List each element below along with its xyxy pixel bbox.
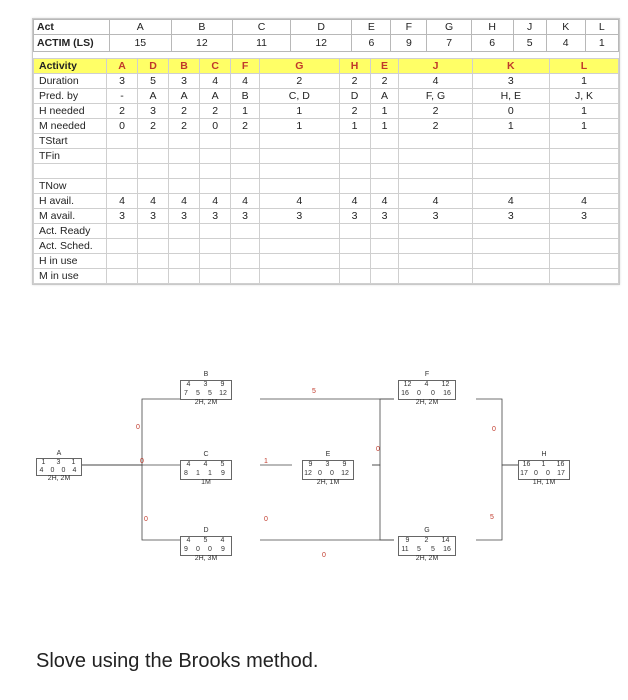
row-label: M needed <box>34 119 107 134</box>
table-cell[interactable] <box>472 224 549 239</box>
table-cell[interactable] <box>549 179 618 194</box>
network-diagram <box>32 354 592 580</box>
table-cell[interactable] <box>549 239 618 254</box>
table-cell[interactable] <box>169 254 200 269</box>
actim-cell: 12 <box>171 35 233 52</box>
table-cell[interactable]: 3 <box>370 209 399 224</box>
table-cell[interactable] <box>549 149 618 164</box>
table-cell[interactable]: 4 <box>231 194 260 209</box>
table-cell[interactable] <box>107 239 138 254</box>
actim-table <box>33 19 619 52</box>
table-cell[interactable] <box>370 164 399 179</box>
spreadsheet <box>32 18 620 285</box>
table-cell[interactable] <box>169 164 200 179</box>
table-cell[interactable] <box>399 149 472 164</box>
table-cell[interactable]: 2 <box>339 74 370 89</box>
table-cell[interactable] <box>339 224 370 239</box>
table-cell[interactable]: 2 <box>231 119 260 134</box>
table-row <box>34 104 619 119</box>
actim-label: ACTIM (LS) <box>34 35 110 52</box>
table-cell[interactable]: 4 <box>399 74 472 89</box>
act-cell: K <box>546 20 585 35</box>
row-label: Duration <box>34 74 107 89</box>
table-cell[interactable] <box>339 269 370 284</box>
activity-header-cell: F <box>231 59 260 74</box>
actim-cell: 15 <box>110 35 172 52</box>
table-cell[interactable]: 2 <box>107 104 138 119</box>
table-cell[interactable]: 3 <box>169 74 200 89</box>
table-cell[interactable] <box>339 239 370 254</box>
table-cell[interactable] <box>200 179 231 194</box>
table-cell[interactable]: 4 <box>549 194 618 209</box>
lag-label: 5 <box>312 388 316 395</box>
table-cell[interactable] <box>231 239 260 254</box>
table-cell[interactable]: 2 <box>370 74 399 89</box>
table-cell[interactable] <box>107 254 138 269</box>
table-cell[interactable]: A <box>200 89 231 104</box>
activity-header-cell: H <box>339 59 370 74</box>
table-cell[interactable] <box>107 134 138 149</box>
row-label <box>34 164 107 179</box>
table-cell[interactable] <box>549 164 618 179</box>
table-cell[interactable] <box>260 224 339 239</box>
table-cell[interactable] <box>200 269 231 284</box>
table-cell[interactable]: 1 <box>549 104 618 119</box>
table-cell[interactable] <box>370 239 399 254</box>
lag-label: 0 <box>376 446 380 453</box>
table-cell[interactable]: 5 <box>138 74 169 89</box>
table-cell[interactable] <box>200 164 231 179</box>
table-cell[interactable]: 4 <box>231 74 260 89</box>
table-cell[interactable]: 4 <box>200 74 231 89</box>
row-label: Act. Sched. <box>34 239 107 254</box>
table-cell[interactable] <box>169 224 200 239</box>
table-cell[interactable]: 3 <box>169 209 200 224</box>
table-cell[interactable] <box>107 179 138 194</box>
table-cell[interactable]: A <box>169 89 200 104</box>
table-cell[interactable] <box>399 134 472 149</box>
table-cell[interactable] <box>399 224 472 239</box>
row-label: M avail. <box>34 209 107 224</box>
table-cell[interactable]: 0 <box>472 104 549 119</box>
activity-header-cell: B <box>169 59 200 74</box>
table-cell[interactable]: 3 <box>399 209 472 224</box>
table-cell[interactable]: 2 <box>200 104 231 119</box>
table-cell[interactable] <box>200 254 231 269</box>
table-cell[interactable] <box>231 254 260 269</box>
table-cell[interactable]: 3 <box>339 209 370 224</box>
table-cell[interactable]: 1 <box>339 119 370 134</box>
lag-label: 5 <box>490 514 494 521</box>
table-cell[interactable] <box>370 134 399 149</box>
table-cell[interactable]: 4 <box>260 194 339 209</box>
node-B-id: B <box>203 370 209 378</box>
table-cell[interactable] <box>200 134 231 149</box>
activity-header-cell: C <box>200 59 231 74</box>
actim-cell: 9 <box>391 35 427 52</box>
act-cell: G <box>427 20 472 35</box>
table-row <box>34 239 619 254</box>
table-cell[interactable] <box>169 239 200 254</box>
row-label: H avail. <box>34 194 107 209</box>
lag-label: 0 <box>136 424 140 431</box>
actim-cell: 6 <box>352 35 391 52</box>
table-cell[interactable] <box>549 224 618 239</box>
table-cell[interactable] <box>169 149 200 164</box>
table-cell[interactable]: 1 <box>370 104 399 119</box>
table-cell[interactable] <box>370 254 399 269</box>
node-F: F 12 4 12 16 0 0 16 2H, 2M <box>398 368 456 408</box>
table-cell[interactable] <box>169 134 200 149</box>
table-cell[interactable]: 1 <box>472 119 549 134</box>
table-cell[interactable]: 3 <box>231 209 260 224</box>
table-cell[interactable] <box>472 134 549 149</box>
table-cell[interactable] <box>169 179 200 194</box>
table-row <box>34 134 619 149</box>
activity-header-cell: A <box>107 59 138 74</box>
act-cell: F <box>391 20 427 35</box>
table-cell[interactable] <box>231 224 260 239</box>
row-label: H needed <box>34 104 107 119</box>
table-cell[interactable] <box>231 164 260 179</box>
table-cell[interactable]: A <box>370 89 399 104</box>
table-cell[interactable]: 3 <box>200 209 231 224</box>
actim-cell: 12 <box>290 35 352 52</box>
activity-header-cell: J <box>399 59 472 74</box>
table-cell[interactable] <box>107 164 138 179</box>
table-cell[interactable] <box>260 254 339 269</box>
table-cell[interactable] <box>399 254 472 269</box>
node-C: C 4 4 5 8 1 1 9 1M <box>180 448 232 488</box>
table-cell[interactable] <box>549 134 618 149</box>
table-row <box>34 179 619 194</box>
lag-label: 0 <box>322 552 326 559</box>
table-cell[interactable] <box>260 149 339 164</box>
table-cell[interactable]: 1 <box>260 104 339 119</box>
table-cell[interactable]: - <box>107 89 138 104</box>
act-cell: B <box>171 20 233 35</box>
table-cell[interactable] <box>200 224 231 239</box>
table-cell[interactable] <box>260 269 339 284</box>
table-row <box>34 149 619 164</box>
row-label: TFin <box>34 149 107 164</box>
table-cell[interactable]: 3 <box>472 74 549 89</box>
table-row <box>34 194 619 209</box>
node-D: D 4 5 4 9 0 0 9 2H, 3M <box>180 524 232 564</box>
act-label: Act <box>34 20 110 35</box>
table-cell[interactable]: 4 <box>399 194 472 209</box>
row-label: Act. Ready <box>34 224 107 239</box>
table-row <box>34 89 619 104</box>
table-cell[interactable] <box>107 224 138 239</box>
table-cell[interactable] <box>260 179 339 194</box>
lag-label: 0 <box>144 516 148 523</box>
table-cell[interactable] <box>231 149 260 164</box>
activity-label: Activity <box>34 59 107 74</box>
table-cell[interactable]: 3 <box>107 209 138 224</box>
actim-cell: 7 <box>427 35 472 52</box>
table-cell[interactable]: 3 <box>138 104 169 119</box>
node-A: A 1 3 1 4 0 0 4 2H, 2M <box>36 448 82 482</box>
table-cell[interactable] <box>399 164 472 179</box>
table-cell[interactable] <box>138 224 169 239</box>
table-cell[interactable] <box>138 239 169 254</box>
table-row <box>34 119 619 134</box>
row-label: Pred. by <box>34 89 107 104</box>
actim-cell: 6 <box>471 35 513 52</box>
activity-header-cell: E <box>370 59 399 74</box>
table-cell[interactable] <box>200 239 231 254</box>
table-cell[interactable] <box>399 269 472 284</box>
row-label: H in use <box>34 254 107 269</box>
act-cell: H <box>471 20 513 35</box>
table-cell[interactable] <box>339 149 370 164</box>
row-label: TStart <box>34 134 107 149</box>
table-cell[interactable] <box>472 254 549 269</box>
table-cell[interactable]: 4 <box>339 194 370 209</box>
table-cell[interactable]: 4 <box>200 194 231 209</box>
lag-label: 0 <box>264 516 268 523</box>
table-cell[interactable] <box>200 149 231 164</box>
act-cell: J <box>513 20 546 35</box>
table-cell[interactable] <box>472 179 549 194</box>
table-cell[interactable] <box>472 239 549 254</box>
act-cell: C <box>233 20 291 35</box>
row-label: TNow <box>34 179 107 194</box>
table-cell[interactable] <box>399 179 472 194</box>
table-cell[interactable]: 1 <box>549 74 618 89</box>
table-row <box>34 164 619 179</box>
table-cell[interactable] <box>339 179 370 194</box>
table-cell[interactable] <box>138 179 169 194</box>
actim-cell: 5 <box>513 35 546 52</box>
table-row <box>34 269 619 284</box>
node-G: G 9 2 14 11 5 5 16 2H, 2M <box>398 524 456 564</box>
table-cell[interactable] <box>138 134 169 149</box>
table-cell[interactable] <box>107 149 138 164</box>
table-cell[interactable]: J, K <box>549 89 618 104</box>
lag-label: 0 <box>492 426 496 433</box>
table-cell[interactable] <box>549 269 618 284</box>
table-cell[interactable]: A <box>138 89 169 104</box>
actim-cell: 11 <box>233 35 291 52</box>
table-cell[interactable]: 0 <box>107 119 138 134</box>
node-B: B 4 3 9 7 5 5 12 2H, 2M <box>180 368 232 408</box>
table-cell[interactable]: 3 <box>472 209 549 224</box>
table-cell[interactable] <box>107 269 138 284</box>
table-cell[interactable]: 4 <box>138 194 169 209</box>
table-cell[interactable]: 2 <box>169 119 200 134</box>
act-cell: A <box>110 20 172 35</box>
table-cell[interactable]: 3 <box>260 209 339 224</box>
table-cell[interactable] <box>399 239 472 254</box>
table-cell[interactable] <box>472 269 549 284</box>
table-cell[interactable] <box>138 149 169 164</box>
table-cell[interactable] <box>370 179 399 194</box>
table-cell[interactable] <box>138 164 169 179</box>
activity-header-cell: D <box>138 59 169 74</box>
table-cell[interactable]: 2 <box>339 104 370 119</box>
table-cell[interactable] <box>339 164 370 179</box>
table-cell[interactable] <box>231 269 260 284</box>
table-cell[interactable]: 0 <box>200 119 231 134</box>
table-cell[interactable] <box>339 134 370 149</box>
row-label: M in use <box>34 269 107 284</box>
lag-label: 1 <box>264 458 268 465</box>
table-cell[interactable]: 4 <box>472 194 549 209</box>
actim-cell: 4 <box>546 35 585 52</box>
table-cell[interactable]: H, E <box>472 89 549 104</box>
table-cell[interactable] <box>370 149 399 164</box>
node-A-id: A <box>56 449 62 457</box>
table-row <box>34 74 619 89</box>
act-cell: E <box>352 20 391 35</box>
table-cell[interactable]: 3 <box>138 209 169 224</box>
table-cell[interactable]: 3 <box>549 209 618 224</box>
table-cell[interactable]: 2 <box>169 104 200 119</box>
caption: Slove using the Brooks method. <box>36 650 319 672</box>
table-cell[interactable] <box>138 269 169 284</box>
table-cell[interactable] <box>472 164 549 179</box>
table-cell[interactable] <box>549 254 618 269</box>
table-cell[interactable]: 1 <box>549 119 618 134</box>
node-E: E 9 3 9 12 0 0 12 2H, 1M <box>302 448 354 488</box>
table-cell[interactable]: 1 <box>370 119 399 134</box>
table-row <box>34 254 619 269</box>
table-cell[interactable] <box>231 134 260 149</box>
table-cell[interactable] <box>231 179 260 194</box>
table-cell[interactable]: 2 <box>399 104 472 119</box>
table-cell[interactable]: 2 <box>399 119 472 134</box>
table-cell[interactable]: 2 <box>260 74 339 89</box>
table-cell[interactable]: 3 <box>107 74 138 89</box>
brooks-table <box>33 58 619 284</box>
activity-header-cell: G <box>260 59 339 74</box>
table-cell[interactable] <box>260 239 339 254</box>
table-cell[interactable]: D <box>339 89 370 104</box>
table-cell[interactable] <box>370 269 399 284</box>
table-cell[interactable] <box>370 224 399 239</box>
activity-header-cell: L <box>549 59 618 74</box>
activity-header-cell: K <box>472 59 549 74</box>
table-cell[interactable]: B <box>231 89 260 104</box>
act-cell: L <box>585 20 618 35</box>
table-cell[interactable]: 1 <box>231 104 260 119</box>
table-cell[interactable] <box>472 149 549 164</box>
table-cell[interactable]: 1 <box>260 119 339 134</box>
table-cell[interactable]: 4 <box>107 194 138 209</box>
actim-cell: 1 <box>585 35 618 52</box>
act-cell: D <box>290 20 352 35</box>
table-cell[interactable]: 4 <box>169 194 200 209</box>
table-cell[interactable]: F, G <box>399 89 472 104</box>
table-cell[interactable]: C, D <box>260 89 339 104</box>
table-cell[interactable] <box>339 254 370 269</box>
table-cell[interactable] <box>169 269 200 284</box>
table-row <box>34 224 619 239</box>
table-cell[interactable]: 2 <box>138 119 169 134</box>
table-cell[interactable]: 4 <box>370 194 399 209</box>
table-row <box>34 209 619 224</box>
lag-label: 0 <box>140 458 144 465</box>
node-H: H 16 1 16 17 0 0 17 1H, 1M <box>518 448 570 488</box>
table-cell[interactable] <box>138 254 169 269</box>
table-cell[interactable] <box>260 164 339 179</box>
table-cell[interactable] <box>260 134 339 149</box>
